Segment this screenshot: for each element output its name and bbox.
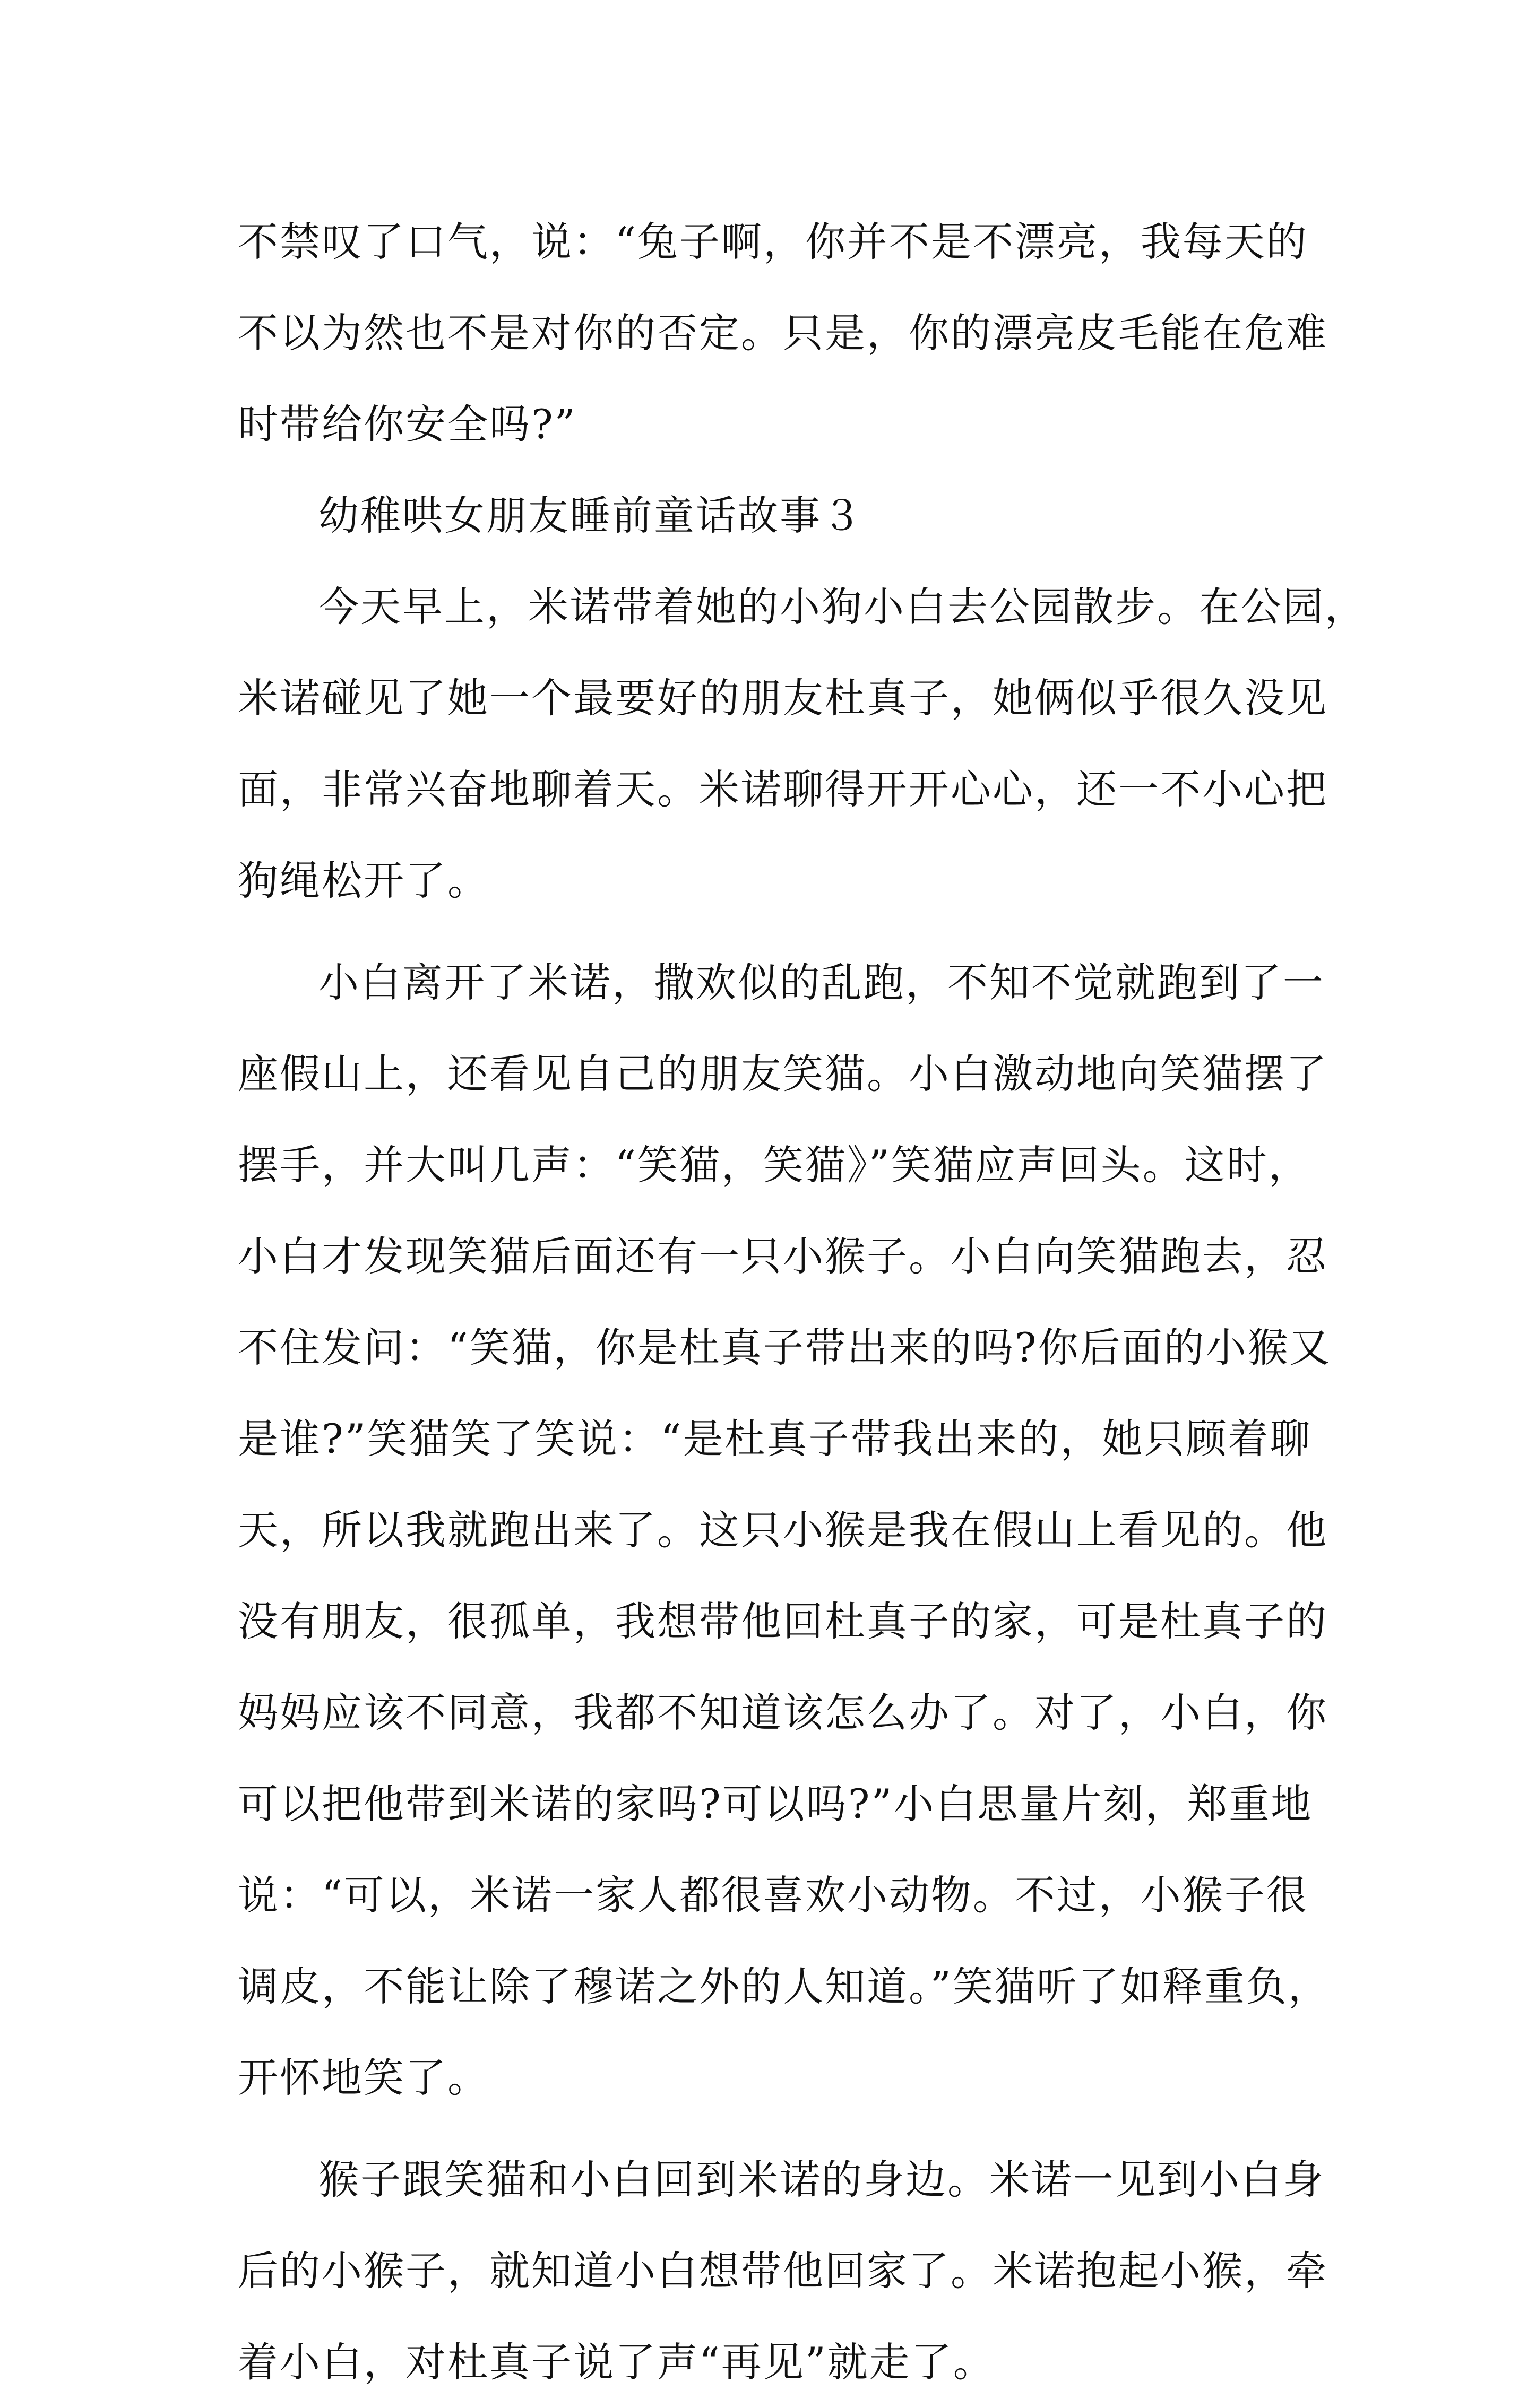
paragraph-spacer — [238, 926, 1299, 937]
document-page — [238, 196, 1367, 2408]
text-line: 说：“可以，米诺一家人都很喜欢小动物。不过，小猴子很 — [238, 1872, 1308, 1919]
text-line: 时带给你安全吗?” — [238, 401, 577, 448]
text-line: 妈妈应该不同意，我都不知道该怎么办了。对了，小白，你 — [238, 1689, 1328, 1736]
paragraph-3 — [238, 2134, 1328, 2408]
text-line: 猴子跟笑猫和小白回到米诺的身边。米诺一见到小白身 — [318, 2156, 1325, 2203]
continuation-paragraph — [238, 196, 1328, 470]
section-title: 幼稚哄女朋友睡前童话故事３ — [318, 492, 864, 539]
text-line: 后的小猴子，就知道小白想带他回家了。米诺抱起小猴，牵 — [238, 2247, 1328, 2294]
text-line: 是谁?”笑猫笑了笑说：“是杜真子带我出来的，她只顾着聊 — [238, 1415, 1312, 1462]
paragraph-1 — [238, 561, 1367, 926]
text-line: 座假山上，还看见自己的朋友笑猫。小白激动地向笑猫摆了 — [238, 1050, 1328, 1097]
text-line: 着小白，对杜真子说了声“再见”就走了。 — [238, 2338, 995, 2386]
text-line: 不住发问：“笑猫，你是杜真子带出来的吗?你后面的小猴又 — [238, 1324, 1332, 1371]
text-line: 小白才发现笑猫后面还有一只小猴子。小白向笑猫跑去，忍 — [238, 1233, 1328, 1280]
paragraph-spacer — [238, 2124, 1299, 2134]
paragraph-2 — [238, 937, 1332, 2124]
text-line: 狗绳松开了。 — [238, 857, 489, 904]
text-line: 没有朋友，很孤单，我想带他回杜真子的家，可是杜真子的 — [238, 1598, 1328, 1645]
text-line: 面，非常兴奋地聊着天。米诺聊得开开心心，还一不小心把 — [238, 766, 1328, 813]
text-line: 摆手，并大叫几声：“笑猫，笑猫》”笑猫应声回头。这时， — [238, 1141, 1310, 1189]
text-line: 可以把他带到米诺的家吗?可以吗?”小白思量片刻，郑重地 — [238, 1780, 1313, 1827]
text-line: 天，所以我就跑出来了。这只小猴是我在假山上看见的。他 — [238, 1506, 1328, 1554]
text-line: 今天早上，米诺带着她的小狗小白去公园散步。在公园， — [318, 583, 1367, 630]
text-line: 不禁叹了口气，说：“兔子啊，你并不是不漂亮，我每天的 — [238, 218, 1308, 265]
text-line: 开怀地笑了。 — [238, 2054, 489, 2101]
text-line: 不以为然也不是对你的否定。只是，你的漂亮皮毛能在危难 — [238, 309, 1328, 357]
text-line: 调皮，不能让除了穆诺之外的人知道。”笑猫听了如释重负， — [238, 1963, 1330, 2010]
text-line: 小白离开了米诺，撒欢似的乱跑，不知不觉就跑到了一 — [318, 959, 1325, 1006]
text-line: 米诺碰见了她一个最要好的朋友杜真子，她俩似乎很久没见 — [238, 674, 1328, 722]
